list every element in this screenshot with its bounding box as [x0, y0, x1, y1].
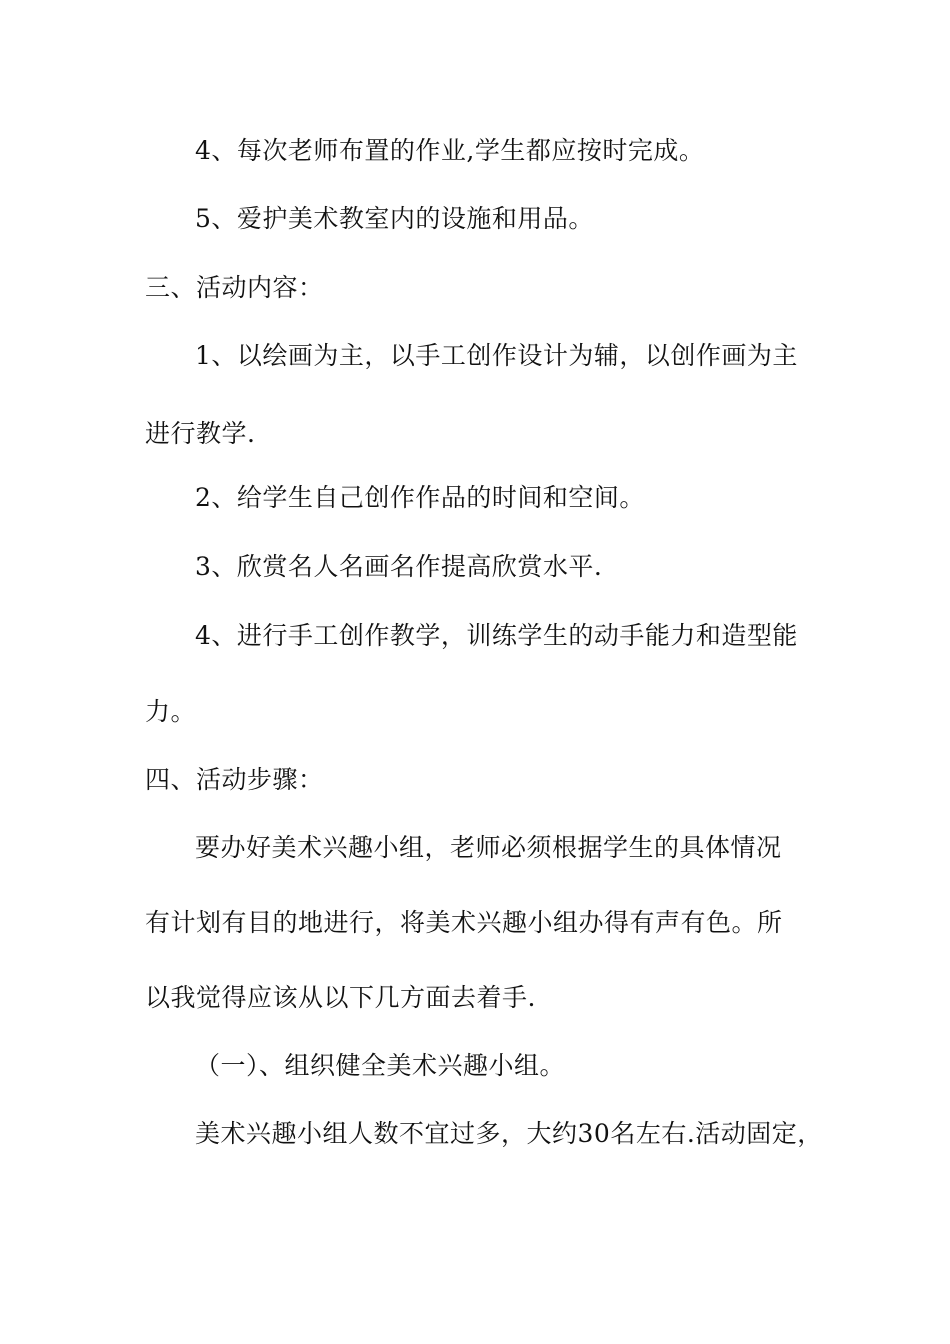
- paragraph-line: 以我觉得应该从以下几方面去着手.: [145, 983, 536, 1012]
- paragraph-line: 3、欣赏名人名画名作提高欣赏水平.: [195, 552, 603, 581]
- paragraph-line: 5、爱护美术教室内的设施和用品。: [195, 204, 594, 233]
- paragraph-line: 力。: [145, 697, 197, 726]
- paragraph-line: 4、每次老师布置的作业,学生都应按时完成。: [195, 136, 705, 165]
- section-heading: 三、活动内容：: [145, 273, 324, 302]
- paragraph-line: 4、进行手工创作教学，训练学生的动手能力和造型能: [195, 621, 798, 650]
- paragraph-line: 美术兴趣小组人数不宜过多，大约30名左右.活动固定，: [195, 1119, 823, 1148]
- paragraph-line: 要办好美术兴趣小组，老师必须根据学生的具体情况: [195, 833, 782, 862]
- paragraph-line: 1、以绘画为主，以手工创作设计为辅，以创作画为主: [195, 341, 798, 370]
- subsection-heading: （一）、组织健全美术兴趣小组。: [195, 1051, 566, 1080]
- section-heading: 四、活动步骤：: [145, 765, 324, 794]
- paragraph-line: 有计划有目的地进行，将美术兴趣小组办得有声有色。所: [145, 908, 783, 937]
- paragraph-line: 进行教学.: [145, 419, 256, 448]
- paragraph-line: 2、给学生自己创作作品的时间和空间。: [195, 483, 645, 512]
